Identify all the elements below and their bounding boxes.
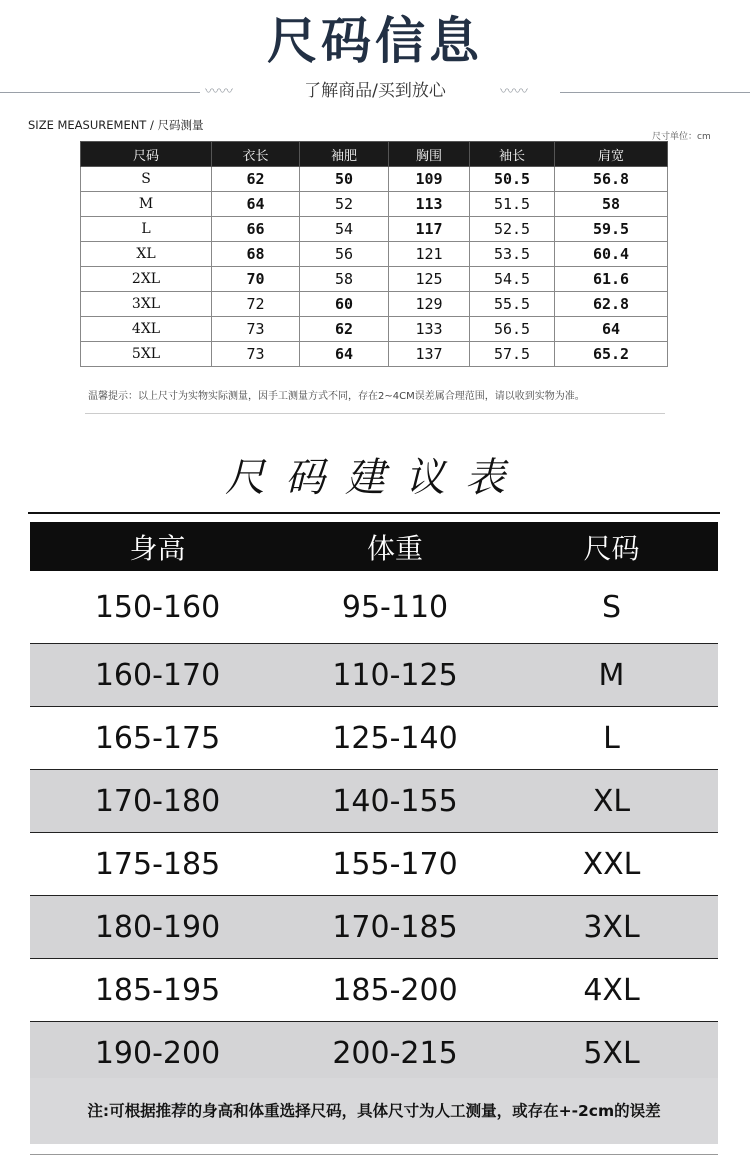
cell: 109 [389, 167, 470, 192]
cell: 57.5 [470, 342, 555, 367]
cell-size: S [601, 589, 622, 625]
header-chest: 胸围 [389, 142, 470, 167]
cell-size: L [603, 720, 620, 756]
cell-height: 165-175 [94, 720, 221, 756]
cell: 60.4 [555, 242, 668, 267]
measurement-table [80, 141, 668, 367]
cell: 117 [389, 217, 470, 242]
note-text: 注:可根据推荐的身高和体重选择尺码，具体尺寸为人工测量，或存在+-2cm的误差 [87, 1102, 661, 1120]
cell-size: 4XL [81, 317, 212, 342]
cell-height: 170-180 [94, 783, 221, 819]
divider [85, 413, 665, 414]
divider-left [0, 92, 200, 93]
recommendation-title: 尺码建议表 [225, 455, 525, 501]
unit-label: 尺寸单位：cm [652, 132, 711, 142]
cell-height: 190-200 [94, 1035, 221, 1071]
cell: 60 [300, 292, 389, 317]
cell-size: 3XL [583, 909, 640, 945]
table-row [81, 317, 668, 342]
divider [30, 1154, 718, 1155]
cell: 52.5 [470, 217, 555, 242]
cell: 133 [389, 317, 470, 342]
table-row [81, 342, 668, 367]
cell-height: 185-195 [94, 972, 221, 1008]
cell-height: 175-185 [94, 846, 221, 882]
header-height: 身高 [129, 531, 186, 565]
recommendation-header-row [30, 522, 718, 571]
table-row [30, 833, 718, 896]
cell: 58 [300, 267, 389, 292]
cell: 59.5 [555, 217, 668, 242]
cell: 113 [389, 192, 470, 217]
cell-size: 5XL [583, 1035, 640, 1071]
header-shoulder: 肩宽 [555, 142, 668, 167]
cell-size: XXL [582, 846, 641, 882]
cell: 72 [212, 292, 300, 317]
cell-size: 3XL [81, 292, 212, 317]
cell: 54 [300, 217, 389, 242]
cell-height: 180-190 [94, 909, 221, 945]
cell-height: 150-160 [94, 589, 221, 625]
header-weight: 体重 [366, 531, 423, 565]
cell-weight: 170-185 [332, 909, 458, 945]
table-row [81, 267, 668, 292]
cell-weight: 200-215 [332, 1035, 458, 1071]
cell: 62.8 [555, 292, 668, 317]
table-row [30, 707, 718, 770]
cell-size: 5XL [81, 342, 212, 367]
cell: 61.6 [555, 267, 668, 292]
cell: 121 [389, 242, 470, 267]
ornament-right-icon: 〰〰 [500, 84, 528, 100]
recommendation-table [30, 522, 718, 1084]
table-row [30, 1022, 718, 1084]
cell: 70 [212, 267, 300, 292]
table-row [30, 959, 718, 1022]
table-row [81, 167, 668, 192]
cell: 66 [212, 217, 300, 242]
divider [28, 512, 720, 514]
header-size: 尺码 [81, 142, 212, 167]
cell-weight: 185-200 [332, 972, 458, 1008]
cell: 129 [389, 292, 470, 317]
cell: 65.2 [555, 342, 668, 367]
cell: 73 [212, 317, 300, 342]
cell-size: XL [592, 783, 631, 819]
tip-text: 温馨提示：以上尺寸为实物实际测量，因手工测量方式不同，存在2~4CM误差属合理范围，请以收到实物为准。 [88, 391, 585, 402]
measurement-header-row [81, 142, 668, 167]
cell: 56.8 [555, 167, 668, 192]
cell-size: S [81, 167, 212, 192]
table-row [30, 770, 718, 833]
cell: 55.5 [470, 292, 555, 317]
size-measurement-label: SIZE MEASUREMENT / 尺码测量 [28, 118, 204, 132]
ornament-left-icon: 〰〰 [205, 84, 233, 100]
cell-weight: 155-170 [332, 846, 458, 882]
table-row [81, 242, 668, 267]
cell: 62 [300, 317, 389, 342]
cell-weight: 140-155 [332, 783, 458, 819]
cell: 56.5 [470, 317, 555, 342]
cell: 53.5 [470, 242, 555, 267]
header-length: 衣长 [212, 142, 300, 167]
header-sleeve-length: 袖长 [470, 142, 555, 167]
table-row [81, 292, 668, 317]
cell: 52 [300, 192, 389, 217]
cell: 125 [389, 267, 470, 292]
cell-height: 160-170 [94, 657, 221, 693]
cell-weight: 110-125 [332, 657, 458, 693]
cell-weight: 125-140 [332, 720, 458, 756]
cell: 51.5 [470, 192, 555, 217]
divider-right [560, 92, 750, 93]
cell-size: 2XL [81, 267, 212, 292]
cell: 64 [300, 342, 389, 367]
cell: 137 [389, 342, 470, 367]
cell-size: XL [81, 242, 212, 267]
cell-size: 4XL [583, 972, 640, 1008]
cell: 73 [212, 342, 300, 367]
page-title: 尺码信息 [267, 12, 483, 70]
cell: 62 [212, 167, 300, 192]
cell: 68 [212, 242, 300, 267]
cell: 64 [555, 317, 668, 342]
cell: 58 [555, 192, 668, 217]
table-row [81, 217, 668, 242]
table-row [30, 896, 718, 959]
table-row [30, 571, 718, 644]
table-row [81, 192, 668, 217]
cell: 50 [300, 167, 389, 192]
table-row [30, 644, 718, 707]
header-sleeve-width: 袖肥 [300, 142, 389, 167]
cell-size: M [81, 192, 212, 217]
cell: 64 [212, 192, 300, 217]
cell-size: L [81, 217, 212, 242]
cell-weight: 95-110 [341, 589, 449, 625]
header-size: 尺码 [583, 531, 640, 565]
cell: 50.5 [470, 167, 555, 192]
cell: 54.5 [470, 267, 555, 292]
page-subtitle: 了解商品/买到放心 [304, 81, 446, 101]
cell: 56 [300, 242, 389, 267]
cell-size: M [598, 657, 625, 693]
